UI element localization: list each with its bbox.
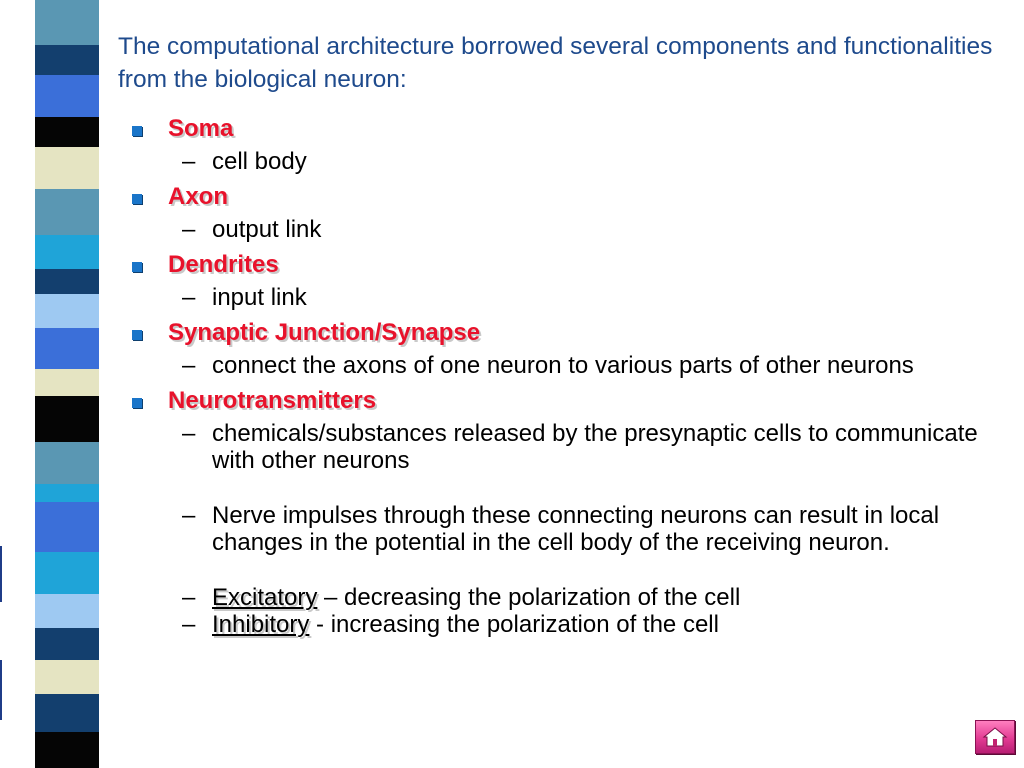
strip-band — [35, 328, 99, 369]
decorative-strip — [35, 0, 99, 768]
bullet-list — [128, 114, 998, 638]
excitatory-description: – decreasing the polarization of the cell — [317, 584, 741, 611]
list-item — [128, 318, 998, 386]
term-synapse: Synaptic Junction/Synapse — [168, 319, 481, 346]
nerve-impulses-text: Nerve impulses through these connecting neurons can result in local changes in the potential in the cell body of the receiving neuron. — [212, 502, 940, 556]
edge-line — [0, 660, 2, 720]
strip-band — [35, 732, 99, 768]
list-item — [128, 250, 998, 318]
dash-icon: – — [182, 284, 196, 311]
description: output link — [212, 216, 322, 243]
strip-band — [35, 502, 99, 552]
strip-band — [35, 442, 99, 484]
bullet-square-icon — [132, 398, 142, 408]
term-excitatory: Excitatory — [212, 584, 318, 611]
strip-band — [35, 694, 99, 732]
term-neurotransmitters: Neurotransmitters — [168, 387, 377, 414]
description: connect the axons of one neuron to various parts of other neurons — [212, 352, 914, 379]
strip-band — [35, 0, 99, 15]
strip-band — [35, 594, 99, 628]
list-item — [128, 502, 998, 584]
list-item — [128, 182, 998, 250]
strip-band — [35, 45, 99, 75]
bullet-square-icon — [132, 330, 142, 340]
strip-band — [35, 235, 99, 269]
dash-icon: – — [182, 352, 196, 379]
home-icon — [982, 726, 1008, 748]
description: chemicals/substances released by the presynaptic cells to communicate with other neurons — [212, 420, 978, 474]
term-soma: Soma — [168, 115, 234, 142]
strip-band — [35, 147, 99, 189]
dash-icon: – — [182, 584, 196, 611]
description: input link — [212, 284, 307, 311]
dash-icon: – — [182, 502, 196, 529]
strip-band — [35, 369, 99, 396]
list-item — [128, 584, 998, 611]
dash-icon: – — [182, 611, 196, 638]
strip-band — [35, 628, 99, 660]
inhibitory-description: - increasing the polarization of the cell — [309, 611, 719, 638]
home-button[interactable] — [975, 720, 1015, 754]
dash-icon: – — [182, 216, 196, 243]
strip-band — [35, 484, 99, 502]
strip-band — [35, 189, 99, 235]
dash-icon: – — [182, 148, 196, 175]
list-item — [128, 386, 998, 502]
strip-band — [35, 552, 99, 594]
strip-band — [35, 75, 99, 117]
list-item — [128, 114, 998, 182]
term-dendrites: Dendrites — [168, 251, 279, 278]
strip-band — [35, 15, 99, 45]
strip-band — [35, 396, 99, 442]
term-inhibitory: Inhibitory — [212, 611, 310, 638]
description: cell body — [212, 148, 307, 175]
bullet-square-icon — [132, 262, 142, 272]
dash-icon: – — [182, 420, 196, 447]
strip-band — [35, 660, 99, 694]
strip-band — [35, 117, 99, 147]
term-axon: Axon — [168, 183, 228, 210]
bullet-square-icon — [132, 194, 142, 204]
slide-title: The computational architecture borrowed several components and functionalities from the biological neuron: — [118, 33, 993, 93]
list-item — [128, 611, 998, 638]
strip-band — [35, 294, 99, 328]
bullet-square-icon — [132, 126, 142, 136]
edge-line — [0, 546, 2, 602]
strip-band — [35, 269, 99, 294]
